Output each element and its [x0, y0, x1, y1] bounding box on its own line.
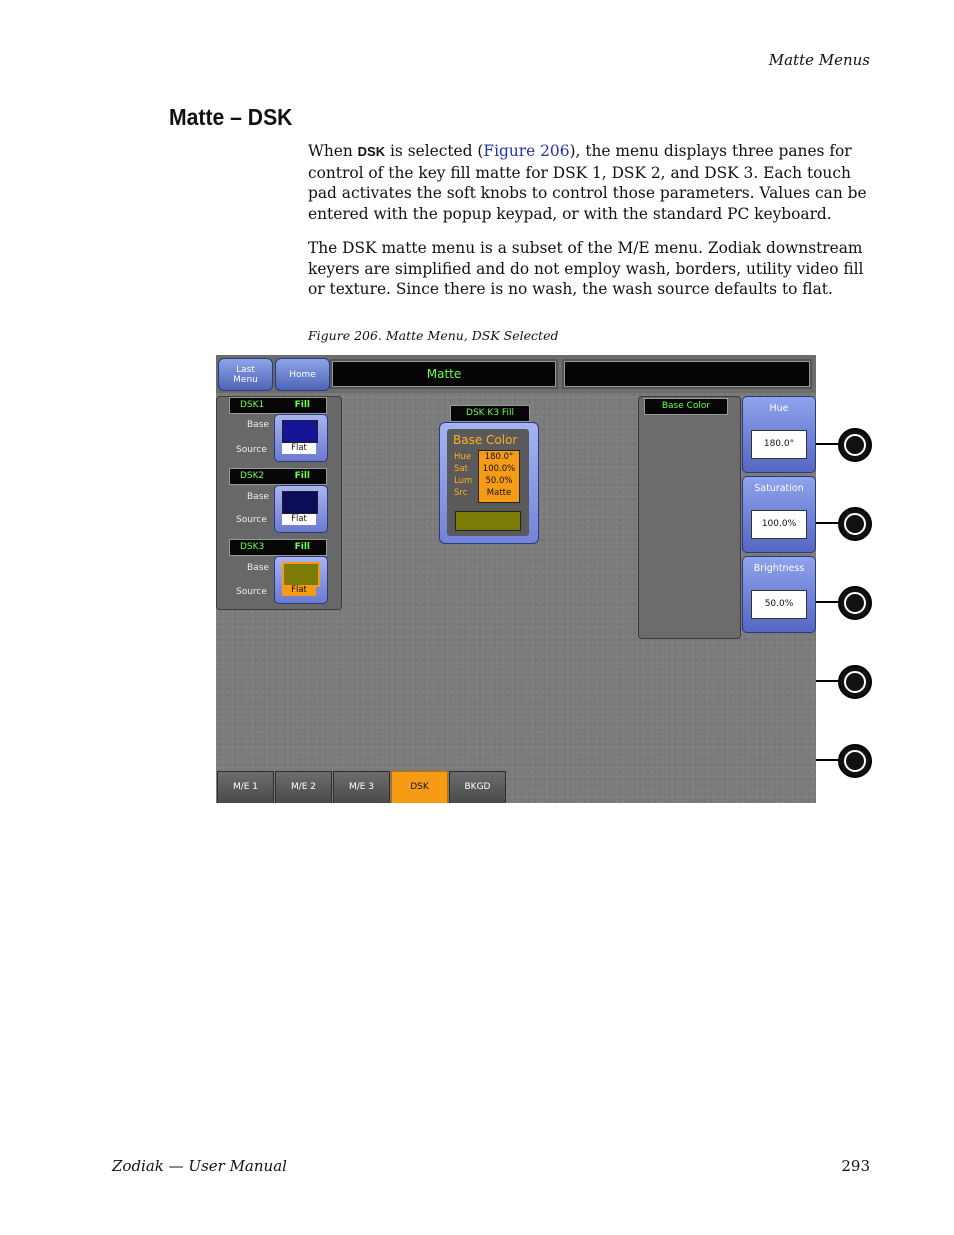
dsk3-label: [229, 539, 327, 556]
footer-manual-title: Zodiak — User Manual: [112, 1157, 287, 1175]
saturation-knob-value[interactable]: 100.0%: [751, 510, 807, 539]
dsk1-swatch: [282, 420, 318, 443]
dsk3-name: DSK3: [240, 542, 265, 552]
menu-title-field: [330, 359, 558, 389]
src-row-label: Src: [454, 488, 468, 498]
hue-row-label: Hue: [454, 452, 472, 462]
menu-title: Matte: [426, 367, 462, 381]
matte-menu-screenshot: [216, 355, 816, 803]
sat-row-label: Sat: [454, 464, 468, 474]
knob4-leader: [816, 680, 840, 682]
tab-me1[interactable]: M/E 1: [217, 771, 274, 803]
dsk1-label: [229, 397, 327, 414]
knob5-leader: [816, 759, 840, 761]
para1-mid: is selected (: [385, 142, 484, 160]
home-label: Home: [289, 369, 316, 380]
soft-knob-4-icon: [838, 665, 872, 699]
dsk1-name: DSK1: [240, 400, 265, 410]
dsk3-source-label: Source: [236, 587, 267, 597]
sat-value: 100.0%: [482, 464, 516, 474]
hue-value: 180.0°: [484, 452, 514, 462]
dsk2-fill: Fill: [294, 471, 310, 481]
dsk2-fill-button[interactable]: [274, 485, 328, 533]
status-field: [562, 359, 812, 389]
tab-me3[interactable]: M/E 3: [333, 771, 390, 803]
tab-dsk[interactable]: DSK: [391, 771, 448, 803]
center-pane-label: DSK K3 Fill: [450, 405, 530, 422]
hue-knob-title: Hue: [769, 403, 789, 414]
soft-knob-2-icon: [838, 507, 872, 541]
dsk3-source-value: Flat: [282, 585, 316, 596]
dsk2-name: DSK2: [240, 471, 265, 481]
dsk2-swatch: [282, 491, 318, 514]
bottom-tab-bar: [216, 770, 816, 803]
soft-knob-5-icon: [838, 744, 872, 778]
hue-knob-value[interactable]: 180.0°: [751, 430, 807, 459]
lum-row-label: Lum: [454, 476, 473, 486]
last-menu-button[interactable]: [218, 358, 273, 391]
dsk1-base-label: Base: [247, 420, 269, 430]
dsk2-base-label: Base: [247, 492, 269, 502]
section-title: Matte – DSK: [169, 104, 293, 130]
brightness-knob-value[interactable]: 50.0%: [751, 590, 807, 619]
dsk1-fill-button[interactable]: [274, 414, 328, 462]
saturation-knob-title: Saturation: [754, 483, 804, 494]
tab-bkgd[interactable]: BKGD: [449, 771, 506, 803]
intro-paragraph: [308, 141, 870, 224]
dsk1-source-label: Source: [236, 445, 267, 455]
knob1-leader: [816, 443, 840, 445]
right-panel-label: Base Color: [644, 398, 728, 415]
saturation-knob-pad[interactable]: [742, 476, 816, 553]
hue-knob-pad[interactable]: [742, 396, 816, 473]
right-blank-panel: [638, 396, 741, 639]
base-color-title: Base Color: [453, 433, 518, 447]
figure-link[interactable]: Figure 206: [483, 142, 570, 160]
para1-pre: When: [308, 142, 358, 160]
dsk3-swatch: [282, 562, 320, 587]
dsk2-label: [229, 468, 327, 485]
soft-knob-3-icon: [838, 586, 872, 620]
brightness-knob-pad[interactable]: [742, 556, 816, 633]
dsk3-fill: Fill: [294, 542, 310, 552]
dsk2-source-label: Source: [236, 515, 267, 525]
last-menu-label: Last Menu: [233, 364, 258, 385]
dsk1-source-value: Flat: [282, 443, 316, 454]
base-color-preview: [455, 511, 521, 531]
src-value: Matte: [486, 488, 512, 498]
figure-caption: Figure 206. Matte Menu, DSK Selected: [308, 328, 559, 343]
dsk-keyword: DSK: [357, 144, 386, 159]
dsk3-base-label: Base: [247, 563, 269, 573]
knob3-leader: [816, 601, 840, 603]
base-color-values: [478, 450, 520, 503]
dsk2-source-value: Flat: [282, 514, 316, 525]
lum-value: 50.0%: [485, 476, 513, 486]
soft-knob-1-icon: [838, 428, 872, 462]
subset-paragraph: The DSK matte menu is a subset of the M/E menu. Zodiak downstream keyers are simplified and do not employ wash, borders, utility video fill or texture. Since there is no wash, the wash source defaults to flat.: [308, 239, 864, 298]
running-header: Matte Menus: [768, 51, 870, 69]
home-button[interactable]: [275, 358, 330, 391]
brightness-knob-title: Brightness: [753, 563, 805, 574]
para1-post: ), the menu displays three panes for control of the key fill matte for DSK 1, DSK 2, and DSK 3. Each touch pad activates the soft knobs to control those parameters. Values can be entered with the popup keypad, or with the standard PC keyboard.: [308, 142, 867, 223]
knob2-leader: [816, 522, 840, 524]
page-number: 293: [841, 1157, 870, 1175]
dsk3-fill-button[interactable]: [274, 556, 328, 604]
dsk1-fill: Fill: [294, 400, 310, 410]
tab-me2[interactable]: M/E 2: [275, 771, 332, 803]
